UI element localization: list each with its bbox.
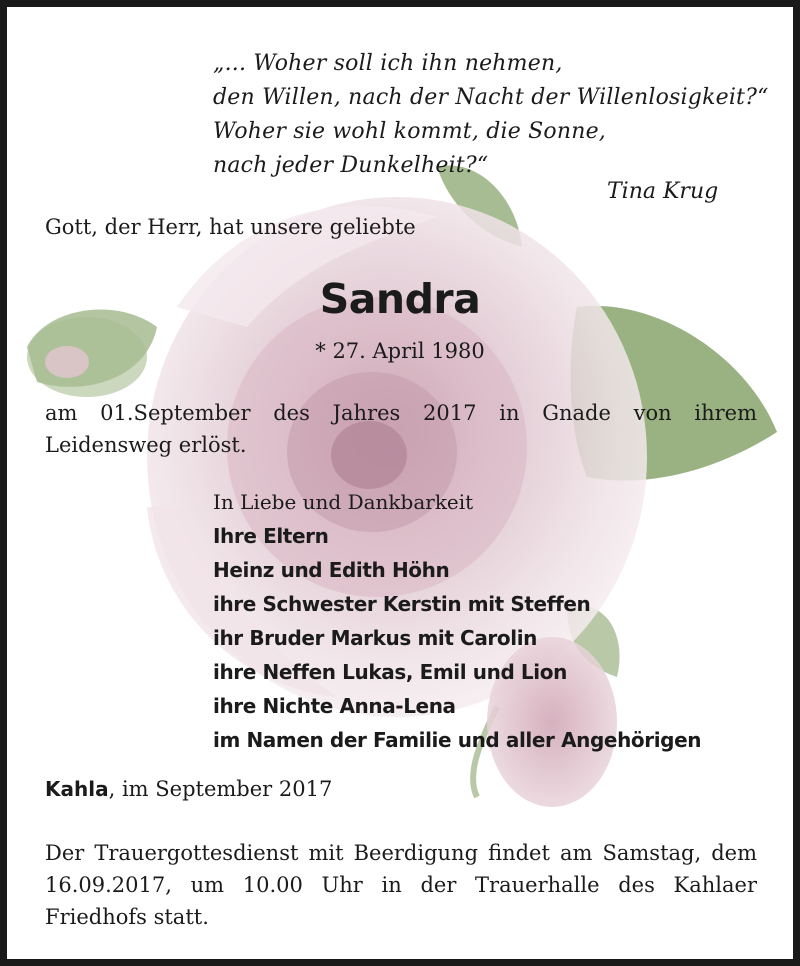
passing-text: am 01.September des Jahres 2017 in Gnade von ihrem Leidensweg erlöst. xyxy=(45,401,757,457)
birth-date: * 27. April 1980 xyxy=(315,339,485,363)
quote-line: nach jeder Dunkelheit?“ xyxy=(213,153,489,178)
place-city: Kahla xyxy=(45,777,109,801)
mourners-block xyxy=(213,485,701,757)
mourner-line: Heinz und Edith Höhn xyxy=(213,558,450,582)
deceased-name: Sandra xyxy=(319,275,481,323)
quote-line: „... Woher soll ich ihn nehmen, xyxy=(213,51,563,76)
mourner-line: Ihre Eltern xyxy=(213,524,329,548)
mourner-line: ihr Bruder Markus mit Carolin xyxy=(213,626,537,650)
quote-line: den Willen, nach der Nacht der Willenlosigkeit?“ xyxy=(213,85,769,110)
place-date-text: , im September 2017 xyxy=(108,777,333,801)
poem-quote xyxy=(213,47,769,183)
mourner-line: ihre Nichte Anna-Lena xyxy=(213,694,456,718)
place-date xyxy=(45,777,332,801)
mourner-line: ihre Schwester Kerstin mit Steffen xyxy=(213,592,591,616)
quote-author: Tina Krug xyxy=(607,179,719,204)
mourner-line: im Namen der Familie und aller Angehörigen xyxy=(213,728,702,752)
mourners-lead: In Liebe und Dankbarkeit xyxy=(213,490,474,514)
quote-line: Woher sie wohl kommt, die Sonne, xyxy=(213,119,607,144)
service-text: Der Trauergottesdienst mit Beerdigung findet am Samstag, dem 16.09.2017, um 10.00 Uhr in der Trauerhalle des Kahlaer Friedhofs statt. xyxy=(45,841,757,929)
mourner-line: ihre Neffen Lukas, Emil und Lion xyxy=(213,660,567,684)
intro-text: Gott, der Herr, hat unsere geliebte xyxy=(45,215,416,239)
